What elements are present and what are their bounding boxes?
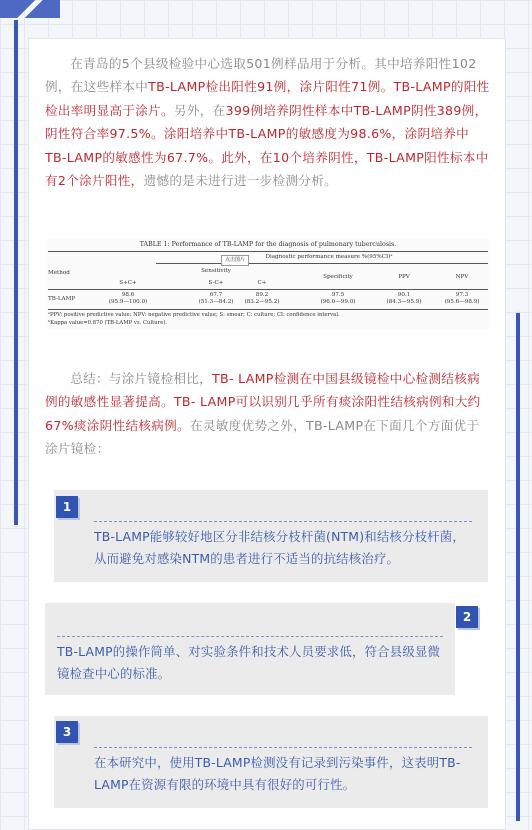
table-value-6 (432, 292, 492, 306)
table-value-2-main: 67.7 (209, 292, 223, 298)
table-value-4-ci: (96.0—99.0) (320, 299, 356, 305)
intro-text-3: 遗憾的是未进行进一步检测分析。 (143, 173, 337, 189)
table-value-1-main: 98.6 (121, 292, 135, 298)
table-footnote-1: ᵃPPV: positive predictive value; NPV: negative predictive value; S: smear; C: culture; CI: confidence interval. (48, 312, 340, 318)
table-col-specificity: Specificity (323, 274, 353, 280)
table-col-method: Method (48, 270, 70, 276)
table-row-method: TB-LAMP (48, 296, 76, 302)
table-value-6-main: 97.3 (455, 292, 469, 298)
point-2-number-badge: 2 (456, 606, 478, 628)
table-sub-sc-plus: S+C+ (119, 280, 137, 286)
image-overlay-label: 点击图片 (221, 255, 249, 266)
table-value-4-main: 97.5 (331, 292, 345, 298)
table-col-sensitivity: Sensitivity (201, 268, 231, 274)
point-box-1 (54, 490, 488, 582)
table-value-4 (308, 292, 368, 306)
table-footnote-2: ᵇKappa value=0.870 (TB-LAMP vs. Culture). (48, 320, 168, 326)
table-value-5 (374, 292, 434, 306)
table-col-ppv: PPV (398, 274, 410, 280)
top-corner-stripe (0, 0, 60, 18)
table-rule-top (48, 251, 488, 252)
point-box-3 (54, 716, 488, 808)
point-3-number-badge: 3 (56, 721, 78, 743)
intro-highlight-2: 399例培养阴性样本中TB-LAMP阴性389例，阴性符合率97.5%。涂阳培养中TB-LAMP的敏感度为98.6%，涂阴培养中TB-LAMP的敏感性为67.7%。此外，在10个培养阴性，TB-LAMP阳性标本中有2个涂片阳性， (45, 102, 489, 189)
summary-text-2: 在灵敏度优势之外，TB-LAMP在下面几个方面优于涂片镜检： (45, 417, 480, 457)
point-1-text: TB-LAMP能够较好地区分非结核分枝杆菌(NTM)和结核分枝杆菌，从而避免对感染NTM的患者进行不适当的抗结核治疗。 (94, 529, 465, 566)
point-box-2 (45, 603, 455, 695)
intro-highlight-1: TB-LAMP检出阳性91例，涂片阳性71例。TB-LAMP的阳性检出率明显高于涂片。 (45, 79, 490, 118)
intro-paragraph (45, 52, 490, 192)
point-1-number-badge: 1 (56, 496, 78, 518)
table-value-3 (232, 292, 292, 306)
table-value-5-main: 90.1 (397, 292, 411, 298)
point-3-divider (94, 747, 472, 748)
intro-text-1: 在青岛的5个县级检验中心选取501例样品用于分析。其中培养阳性102例，在这些样本中 (45, 56, 477, 95)
table-caption: TABLE 1: Performance of TB-LAMP for the diagnosis of pulmonary tuberculosis. (139, 241, 397, 248)
table-rule-group (156, 263, 488, 264)
right-accent-bar (516, 313, 520, 821)
table-sub-sc-minus: S-C+ (208, 280, 224, 286)
point-2-divider (57, 636, 443, 637)
left-accent-bar (14, 20, 18, 525)
table-col-npv: NPV (455, 274, 469, 280)
table-value-3-ci: (83.2—95.2) (244, 299, 280, 305)
table-value-2-ci: (51.3—84.2) (198, 299, 234, 305)
summary-highlight: TB- LAMP检测在中国县级镜检中心检测结核病例的敏感性显著提高。TB- LAMP可以识别几乎所有痰涂阳性结核病例和大约67%痰涂阴性结核病例。 (45, 371, 481, 433)
table-rule-header (48, 289, 488, 290)
table-value-1 (99, 292, 157, 306)
table-sub-c-plus: C+ (257, 280, 267, 286)
table-value-1-ci: (95.9—100.0) (108, 299, 148, 305)
performance-table[interactable] (46, 238, 490, 330)
point-2-text: TB-LAMP的操作简单、对实验条件和技术人员要求低，符合县级显微镜检查中心的标准。 (57, 644, 441, 681)
point-1-divider (94, 521, 472, 522)
table-value-5-ci: (84.3—95.9) (386, 299, 422, 305)
table-group-header: Diagnostic performance measure %(95%CI)ᵃ (265, 254, 393, 260)
summary-paragraph (45, 367, 490, 461)
intro-text-2: 另外，在 (173, 102, 226, 118)
table-rule-bottom (48, 309, 488, 310)
point-3-text: 在本研究中，使用TB-LAMP检测没有记录到污染事件，这表明TB-LAMP在资源有限的环境中具有很好的可行性。 (94, 755, 461, 792)
table-value-6-ci: (95.6—98.9) (444, 299, 480, 305)
summary-text-1: 总结：与涂片镜检相比， (70, 371, 213, 386)
table-value-3-main: 89.2 (255, 292, 269, 298)
